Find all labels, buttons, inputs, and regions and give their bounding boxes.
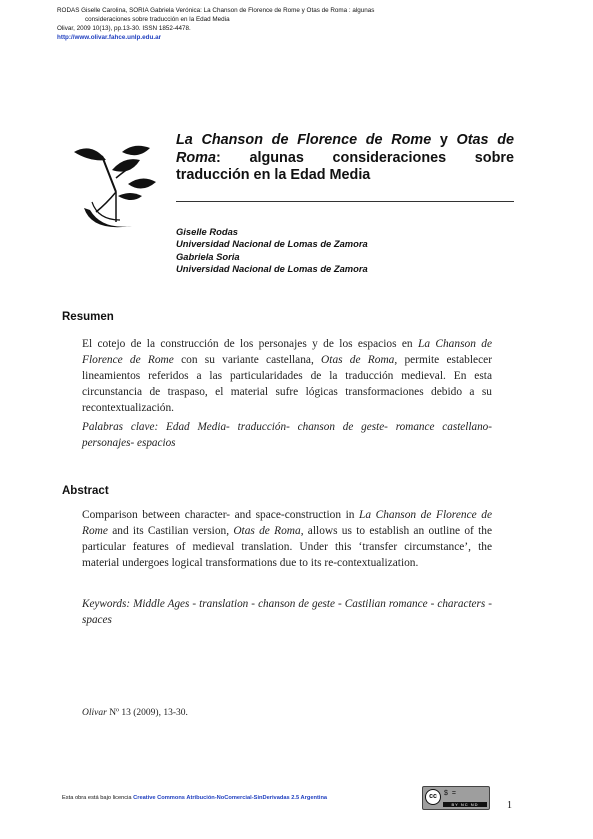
header-journal-line: Olivar, 2009 10(13), pp.13-30. ISSN 1852-4478. [57,25,191,32]
title-subtitle: : algunas consideraciones sobre traducción en la Edad Media [176,149,514,183]
resumen-text: con su variante castellana, [173,354,322,366]
creative-commons-badge[interactable] [422,786,490,810]
journal-url-link[interactable]: http://www.olivar.fahce.unlp.edu.ar [57,34,162,41]
license-prefix: Esta obra está bajo licencia [62,795,134,801]
badge-label: BY NC ND [443,802,487,807]
abstract-text: , allows us to establish an outline of the particular features of medieval translation. Under this ‘transfer circumstance’, the material undergoes logical transformations due to its re-contextualization. [82,525,493,569]
abstract-work-title: La Chanson de Florence de Rome [82,509,492,537]
license-notice [62,794,327,802]
author-affiliation: Universidad Nacional de Lomas de Zamora [176,238,368,250]
abstract-work-title: Otas de Roma [233,525,301,537]
header-citation-line2: consideraciones sobre traducción en la Edad Media [85,16,230,23]
abstract-keywords: Keywords: Middle Ages - translation - chanson de geste - Castilian romance - characters - spaces [82,598,492,626]
resumen-keywords: Palabras clave: Edad Media- traducción- chanson de geste- romance castellano- personajes- espacios [82,421,492,449]
title-divider [176,201,514,202]
citation-journal: Olivar [82,708,107,718]
resumen-text: , permite establecer lineamientos referidos a las particularidades de la traducción medieval. En esta circunstancia de traspaso, el material sufre lógicas transformaciones debido a su recontextualización. [82,354,492,414]
abstract-text: Comparison between character- and space-construction in [82,509,360,521]
author-affiliation: Universidad Nacional de Lomas de Zamora [176,263,368,275]
title-work-2: Otas de Roma [176,132,514,166]
resumen-work-title: Otas de Roma [321,354,395,366]
page-number: 1 [507,800,512,811]
title-work-1: La Chanson de Florence de Rome [176,132,432,148]
resumen-heading: Resumen [62,311,114,323]
abstract-heading: Abstract [62,485,109,497]
abstract-paragraph [82,507,492,571]
resumen-work-title: La Chanson de Florence de Rome [82,338,493,366]
running-header [57,6,582,42]
title-connector: y [431,132,457,148]
citation-line [82,707,188,719]
abstract-text: and its Castilian version, [107,525,234,537]
cc-icon: cc [425,789,441,805]
author-name: Gabriela Soria [176,250,240,262]
resumen-text: El cotejo de la construcción de los personajes y de los espacios en [82,338,418,350]
olivar-journal-logo-icon [72,138,158,234]
header-citation-line1: RODAS Giselle Carolina, SORIA Gabriela Verónica: La Chanson de Florence de Rome y Otas de Roma : algunas [57,7,375,14]
nc-nd-icon: $ = [444,790,457,797]
article-title [176,132,514,185]
license-link[interactable]: Creative Commons Atribución-NoComercial-SinDerivadas 2.5 Argentina [133,795,328,801]
author-name: Giselle Rodas [176,226,239,237]
resumen-paragraph [82,336,492,416]
author-block [176,226,514,276]
citation-details: Nº 13 (2009), 13-30. [106,708,188,718]
